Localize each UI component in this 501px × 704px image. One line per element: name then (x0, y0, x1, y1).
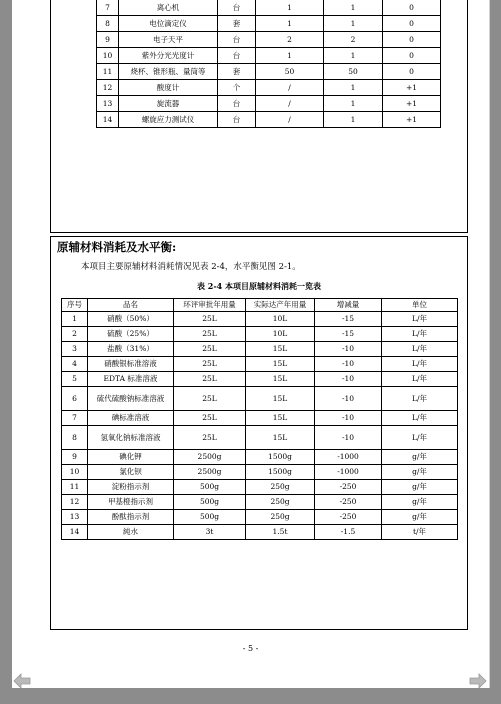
equipment-cell-unit: 台 (218, 48, 256, 64)
materials-cell-no: 8 (62, 426, 88, 450)
materials-cell-name: 甲基橙指示剂 (88, 495, 174, 510)
materials-row (62, 327, 458, 342)
materials-cell-change: -15 (315, 312, 382, 327)
equipment-cell-unit: 台 (218, 96, 256, 112)
equipment-cell-b: 50 (324, 64, 383, 80)
materials-cell-change: -1000 (315, 450, 382, 465)
materials-cell-actual: 250g (246, 480, 315, 495)
materials-cell-actual: 15L (246, 342, 315, 357)
materials-row (62, 312, 458, 327)
materials-cell-unit: L/年 (382, 357, 458, 372)
equipment-cell-name: 螺旋应力测试仪 (119, 112, 218, 128)
materials-cell-unit: g/年 (382, 510, 458, 525)
materials-cell-actual: 10L (246, 327, 315, 342)
equipment-cell-name: 离心机 (119, 0, 218, 16)
equipment-cell-a: 1 (256, 48, 324, 64)
materials-cell-approved: 25L (174, 372, 246, 387)
materials-row (62, 480, 458, 495)
materials-cell-name: 盐酸（31%） (88, 342, 174, 357)
materials-cell-unit: L/年 (382, 426, 458, 450)
equipment-cell-name: 旋流器 (119, 96, 218, 112)
equipment-cell-no: 14 (97, 112, 119, 128)
equipment-row (97, 16, 441, 32)
materials-row (62, 465, 458, 480)
materials-cell-no: 13 (62, 510, 88, 525)
materials-cell-no: 2 (62, 327, 88, 342)
materials-cell-change: -1000 (315, 465, 382, 480)
materials-cell-change: -250 (315, 480, 382, 495)
next-page-button[interactable] (469, 672, 487, 690)
equipment-cell-b: 1 (324, 112, 383, 128)
equipment-cell-unit: 套 (218, 64, 256, 80)
equipment-cell-c: +1 (383, 96, 441, 112)
materials-cell-name: 碘化钾 (88, 450, 174, 465)
materials-cell-name: 碘标准溶液 (88, 411, 174, 426)
materials-cell-actual: 250g (246, 495, 315, 510)
equipment-cell-unit: 台 (218, 32, 256, 48)
equipment-cell-a: 50 (256, 64, 324, 80)
materials-cell-name: 氢氧化钠标准溶液 (88, 426, 174, 450)
equipment-row (97, 0, 441, 16)
materials-cell-actual: 15L (246, 411, 315, 426)
materials-cell-no: 1 (62, 312, 88, 327)
materials-table (61, 298, 458, 540)
arrow-right-icon (469, 672, 487, 690)
materials-cell-unit: g/年 (382, 465, 458, 480)
equipment-cell-a: / (256, 96, 324, 112)
materials-cell-actual: 15L (246, 387, 315, 411)
prev-page-button[interactable] (13, 672, 31, 690)
materials-cell-no: 9 (62, 450, 88, 465)
materials-row (62, 357, 458, 372)
equipment-cell-b: 1 (324, 96, 383, 112)
equipment-cell-name: 烧杯、锥形瓶、量筒等 (119, 64, 218, 80)
materials-cell-change: -250 (315, 510, 382, 525)
equipment-cell-c: 0 (383, 0, 441, 16)
materials-header-row (62, 299, 458, 312)
materials-cell-approved: 2500g (174, 450, 246, 465)
header-cell: 单位 (382, 299, 458, 312)
equipment-row (97, 96, 441, 112)
materials-row (62, 411, 458, 426)
materials-cell-name: 純水 (88, 525, 174, 540)
header-cell: 环评审批年用量 (174, 299, 246, 312)
materials-row (62, 342, 458, 357)
materials-cell-name: 硝酸银标准溶液 (88, 357, 174, 372)
materials-cell-unit: L/年 (382, 327, 458, 342)
materials-cell-approved: 500g (174, 495, 246, 510)
equipment-cell-unit: 台 (218, 112, 256, 128)
table-caption: 表 2-4 本项目原辅材料消耗一览表 (196, 281, 322, 291)
equipment-cell-unit: 套 (218, 16, 256, 32)
section-heading: 原辅材料消耗及水平衡: (57, 240, 177, 254)
materials-cell-change: -10 (315, 357, 382, 372)
header-cell: 序号 (62, 299, 88, 312)
materials-cell-unit: L/年 (382, 312, 458, 327)
materials-row (62, 510, 458, 525)
materials-cell-no: 4 (62, 357, 88, 372)
materials-cell-no: 3 (62, 342, 88, 357)
materials-row (62, 387, 458, 411)
equipment-row (97, 64, 441, 80)
materials-cell-approved: 25L (174, 357, 246, 372)
equipment-row (97, 112, 441, 128)
materials-cell-approved: 25L (174, 387, 246, 411)
materials-cell-change: -10 (315, 426, 382, 450)
materials-cell-change: -250 (315, 495, 382, 510)
equipment-cell-a: / (256, 80, 324, 96)
equipment-cell-no: 11 (97, 64, 119, 80)
equipment-cell-unit: 个 (218, 80, 256, 96)
materials-cell-change: -10 (315, 411, 382, 426)
equipment-cell-a: 2 (256, 32, 324, 48)
intro-text: 本项目主要原辅材料消耗情况见表 2-4，水平衡见图 2-1。 (81, 262, 301, 272)
page-number: - 5 - (242, 644, 259, 653)
materials-row (62, 450, 458, 465)
materials-cell-actual: 1500g (246, 450, 315, 465)
equipment-row (97, 80, 441, 96)
materials-cell-approved: 25L (174, 312, 246, 327)
materials-cell-unit: L/年 (382, 387, 458, 411)
equipment-cell-c: +1 (383, 112, 441, 128)
materials-cell-actual: 1.5t (246, 525, 315, 540)
materials-cell-actual: 250g (246, 510, 315, 525)
equipment-cell-b: 1 (324, 80, 383, 96)
materials-cell-no: 6 (62, 387, 88, 411)
equipment-cell-a: 1 (256, 16, 324, 32)
materials-cell-name: 硫代硫酸钠标准溶液 (88, 387, 174, 411)
equipment-cell-no: 12 (97, 80, 119, 96)
equipment-cell-name: 电位滴定仪 (119, 16, 218, 32)
materials-cell-name: 硫酸（25%） (88, 327, 174, 342)
materials-cell-name: EDTA 标准溶液 (88, 372, 174, 387)
materials-frame (50, 236, 468, 630)
materials-cell-unit: L/年 (382, 411, 458, 426)
materials-cell-change: -10 (315, 387, 382, 411)
materials-cell-no: 11 (62, 480, 88, 495)
equipment-cell-name: 酸度计 (119, 80, 218, 96)
equipment-cell-b: 1 (324, 48, 383, 64)
materials-cell-actual: 10L (246, 312, 315, 327)
materials-cell-change: -10 (315, 342, 382, 357)
materials-cell-change: -1.5 (315, 525, 382, 540)
materials-cell-change: -15 (315, 327, 382, 342)
materials-row (62, 372, 458, 387)
equipment-cell-no: 9 (97, 32, 119, 48)
materials-cell-name: 淀粉指示剂 (88, 480, 174, 495)
equipment-cell-a: / (256, 112, 324, 128)
equipment-cell-b: 1 (324, 0, 383, 16)
document-page (12, 0, 490, 688)
equipment-cell-no: 10 (97, 48, 119, 64)
header-cell: 品名 (88, 299, 174, 312)
equipment-cell-no: 13 (97, 96, 119, 112)
equipment-row (97, 48, 441, 64)
materials-cell-unit: g/年 (382, 480, 458, 495)
materials-row (62, 426, 458, 450)
materials-cell-unit: g/年 (382, 495, 458, 510)
materials-cell-name: 氯化钡 (88, 465, 174, 480)
equipment-cell-name: 紫外分光光度计 (119, 48, 218, 64)
equipment-cell-name: 电子天平 (119, 32, 218, 48)
materials-cell-no: 10 (62, 465, 88, 480)
header-cell: 实际达产年用量 (246, 299, 315, 312)
materials-cell-name: 酚酞指示剂 (88, 510, 174, 525)
arrow-left-icon (13, 672, 31, 690)
equipment-row (97, 32, 441, 48)
materials-cell-change: -10 (315, 372, 382, 387)
materials-row (62, 495, 458, 510)
materials-cell-unit: L/年 (382, 342, 458, 357)
equipment-cell-c: 0 (383, 64, 441, 80)
materials-cell-approved: 2500g (174, 465, 246, 480)
materials-cell-actual: 15L (246, 372, 315, 387)
equipment-cell-no: 8 (97, 16, 119, 32)
materials-cell-unit: g/年 (382, 450, 458, 465)
equipment-frame (50, 0, 468, 233)
materials-cell-no: 14 (62, 525, 88, 540)
equipment-cell-unit: 台 (218, 0, 256, 16)
equipment-cell-c: +1 (383, 80, 441, 96)
materials-cell-no: 12 (62, 495, 88, 510)
equipment-cell-b: 1 (324, 16, 383, 32)
materials-cell-actual: 1500g (246, 465, 315, 480)
materials-cell-approved: 25L (174, 342, 246, 357)
equipment-cell-c: 0 (383, 32, 441, 48)
materials-cell-approved: 3t (174, 525, 246, 540)
materials-cell-no: 5 (62, 372, 88, 387)
materials-cell-approved: 500g (174, 480, 246, 495)
materials-cell-no: 7 (62, 411, 88, 426)
materials-cell-unit: L/年 (382, 372, 458, 387)
materials-cell-actual: 15L (246, 357, 315, 372)
equipment-cell-c: 0 (383, 48, 441, 64)
header-cell: 增减量 (315, 299, 382, 312)
materials-cell-approved: 25L (174, 411, 246, 426)
materials-cell-unit: t/年 (382, 525, 458, 540)
materials-cell-approved: 500g (174, 510, 246, 525)
materials-cell-approved: 25L (174, 426, 246, 450)
equipment-cell-a: 1 (256, 0, 324, 16)
materials-cell-approved: 25L (174, 327, 246, 342)
equipment-cell-b: 2 (324, 32, 383, 48)
materials-cell-name: 硝酸（50%） (88, 312, 174, 327)
equipment-table (96, 0, 441, 128)
materials-row (62, 525, 458, 540)
equipment-cell-c: 0 (383, 16, 441, 32)
equipment-cell-no: 7 (97, 0, 119, 16)
materials-cell-actual: 15L (246, 426, 315, 450)
